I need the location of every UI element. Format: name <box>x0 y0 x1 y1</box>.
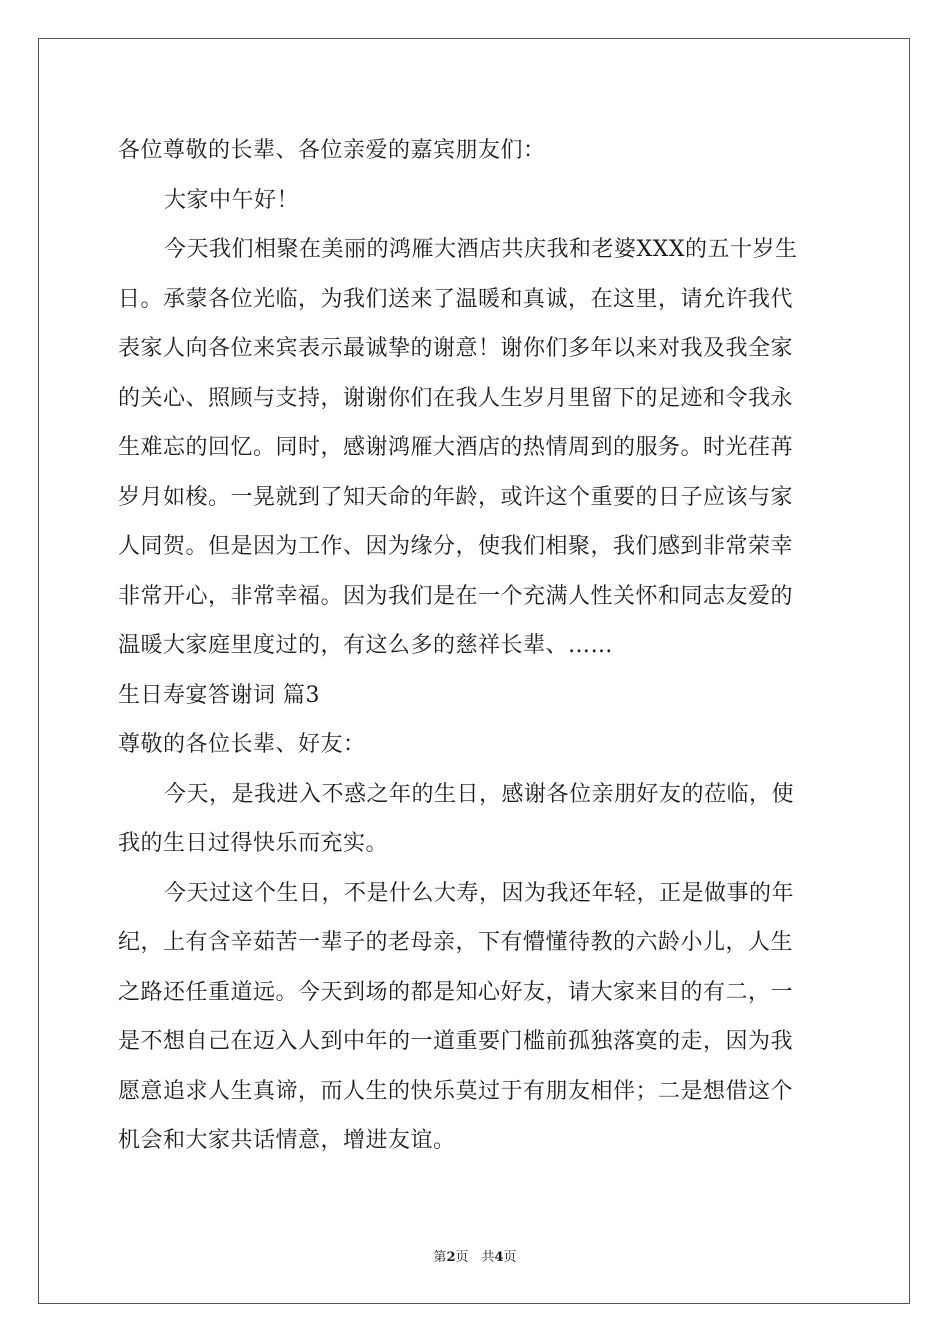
text-line: 大家中午好！ <box>164 187 300 213</box>
text-line: 温暖大家庭里度过的，有这么多的慈祥长辈、…… <box>118 633 614 658</box>
text-line: 之路还任重道远。今天到场的都是知心好友，请大家来目的有二，一 <box>118 979 794 1005</box>
text-line: 愿意追求人生真谛，而人生的快乐莫过于有朋友相伴；二是想借这个 <box>118 1078 794 1104</box>
text-line: 今天我们相聚在美丽的鸿雁大酒店共庆我和老婆XXX的五十岁生 <box>164 237 798 262</box>
text-line: 日。承蒙各位光临，为我们送来了温暖和真诚，在这里，请允许我代 <box>118 286 794 312</box>
footer-middle: 页 共 <box>455 1250 495 1265</box>
text-line: 表家人向各位来宾表示最诚挚的谢意！谢你们多年以来对我及我全家 <box>118 336 794 361</box>
page-number-footer <box>0 1246 950 1265</box>
text-line: 岁月如梭。一晃就到了知天命的年龄，或许这个重要的日子应该与家 <box>118 484 794 510</box>
text-line: 人同贺。但是因为工作、因为缘分，使我们相聚，我们感到非常荣幸 <box>118 534 794 559</box>
text-line: 今天，是我进入不惑之年的生日，感谢各位亲朋好友的莅临，使 <box>164 781 795 807</box>
text-line: 各位尊敬的长辈、各位亲爱的嘉宾朋友们： <box>118 138 546 163</box>
text-line: 机会和大家共话情意，增进友谊。 <box>118 1128 456 1153</box>
text-line: 生难忘的回忆。同时，感谢鸿雁大酒店的热情周到的服务。时光荏苒 <box>118 435 794 460</box>
text-line: 尊敬的各位长辈、好友： <box>118 732 366 757</box>
text-line: 的关心、照顾与支持，谢谢你们在我人生岁月里留下的足迹和令我永 <box>118 385 794 411</box>
current-page-number: 2 <box>446 1250 456 1265</box>
text-line: 我的生日过得快乐而充实。 <box>118 831 389 856</box>
text-line: 今天过这个生日，不是什么大寿，因为我还年轻，正是做事的年 <box>164 880 795 906</box>
document-body <box>118 126 834 1166</box>
footer-prefix: 第 <box>433 1250 447 1265</box>
section-heading: 生日寿宴答谢词 篇3 <box>118 682 320 708</box>
text-line: 是不想自己在迈入人到中年的一道重要门槛前孤独落寞的走，因为我 <box>118 1029 794 1054</box>
text-line: 纪，上有含辛茹苦一辈子的老母亲，下有懵懂待教的六龄小儿，人生 <box>118 930 794 955</box>
footer-suffix: 页 <box>503 1250 517 1265</box>
text-line: 非常开心，非常幸福。因为我们是在一个充满人性关怀和同志友爱的 <box>118 583 794 609</box>
total-page-number: 4 <box>494 1250 504 1265</box>
